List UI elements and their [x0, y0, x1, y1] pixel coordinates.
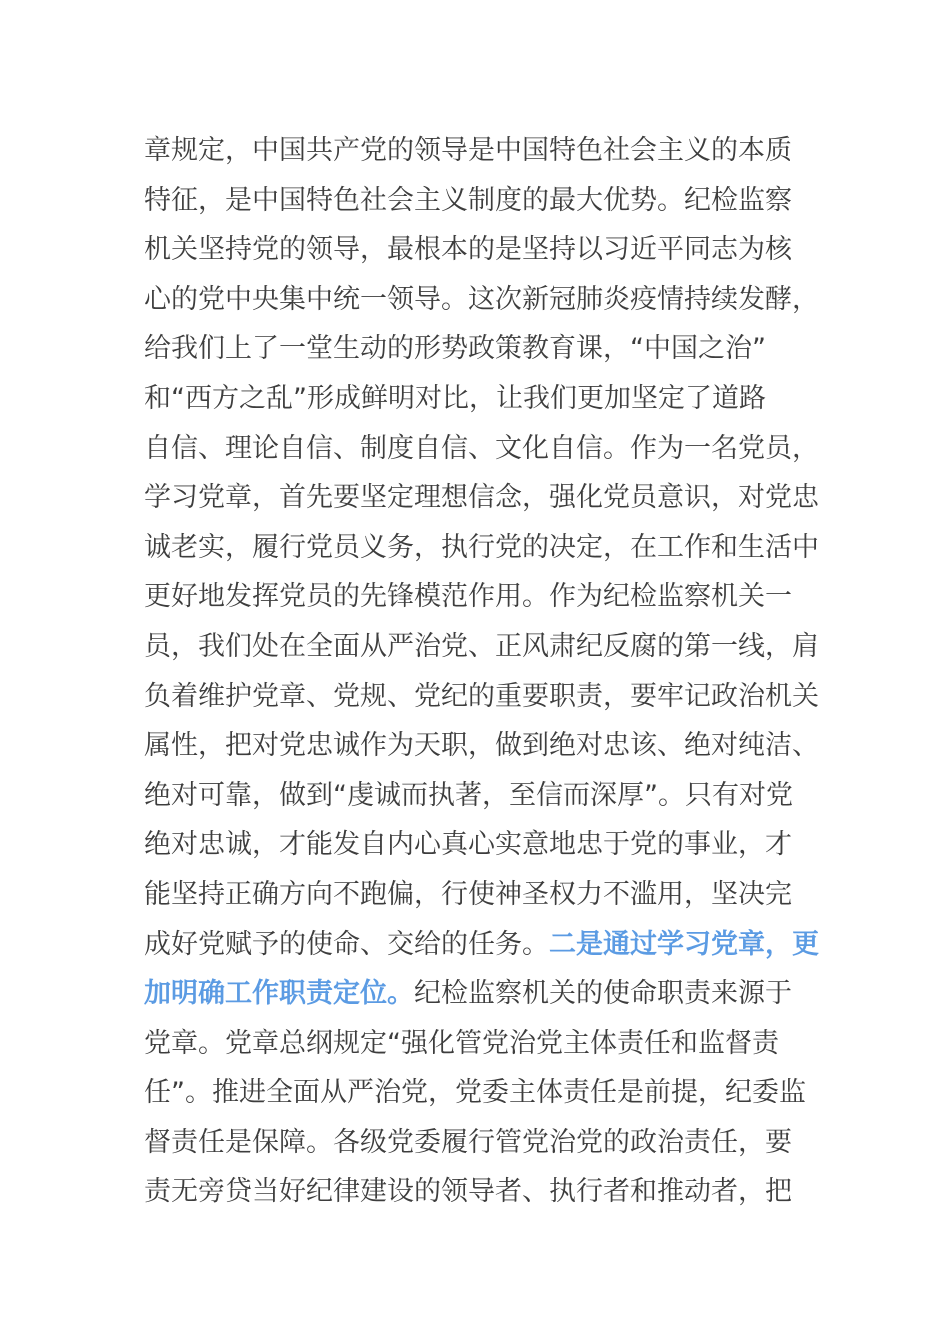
body-text-segment: 督责任是保障。各级党委履行管党治党的政治责任，要	[144, 1126, 792, 1158]
text-line	[144, 374, 824, 424]
body-text-segment: 和“西方之乱”形成鲜明对比，让我们更加坚定了道路	[144, 382, 766, 414]
body-text-segment: 绝对可靠，做到“虔诚而执著，至信而深厚”。只有对党	[144, 779, 793, 811]
text-line	[144, 1068, 824, 1118]
highlighted-heading-text: 加明确工作职责定位。	[144, 978, 414, 1010]
body-text-segment: 诚老实，履行党员义务，执行党的决定，在工作和生活中	[144, 531, 819, 563]
text-line	[144, 622, 824, 672]
body-text-segment: 章规定，中国共产党的领导是中国特色社会主义的本质	[144, 135, 792, 166]
text-line	[144, 771, 824, 821]
body-text-segment: 给我们上了一堂生动的形势政策教育课，“中国之治”	[144, 333, 766, 365]
text-line	[144, 820, 824, 870]
text-line	[144, 920, 824, 970]
text-line	[144, 1118, 824, 1168]
text-line	[144, 721, 824, 771]
text-line	[144, 870, 824, 920]
text-line	[144, 225, 824, 275]
body-text-segment: 学习党章，首先要坚定理想信念，强化党员意识，对党忠	[144, 482, 819, 514]
body-text-segment: 负着维护党章、党规、党纪的重要职责，要牢记政治机关	[144, 680, 819, 712]
body-text-segment: 绝对忠诚，才能发自内心真心实意地忠于党的事业，才	[144, 829, 792, 861]
body-text-segment: 纪检监察机关的使命职责来源于	[414, 978, 792, 1010]
text-line	[144, 424, 824, 474]
text-line	[144, 324, 824, 374]
body-text-segment: 成好党赋予的使命、交给的任务。	[144, 928, 549, 960]
body-paragraph	[144, 126, 824, 1217]
body-text-segment: 责无旁贷当好纪律建设的领导者、执行者和推动者，把	[144, 1176, 792, 1208]
highlighted-heading-text: 二是通过学习党章，更	[549, 928, 819, 960]
body-text-segment: 能坚持正确方向不跑偏，行使神圣权力不滥用，坚决完	[144, 878, 792, 910]
text-line	[144, 572, 824, 622]
text-line	[144, 275, 824, 325]
body-text-segment: 心的党中央集中统一领导。这次新冠肺炎疫情持续发酵，	[144, 283, 819, 315]
text-line	[144, 1167, 824, 1217]
text-line	[144, 1019, 824, 1069]
body-text-segment: 特征，是中国特色社会主义制度的最大优势。纪检监察	[144, 184, 792, 216]
text-line	[144, 473, 824, 523]
text-line	[144, 523, 824, 573]
text-line	[144, 126, 824, 176]
text-line	[144, 672, 824, 722]
text-line	[144, 969, 824, 1019]
body-text-segment: 更好地发挥党员的先锋模范作用。作为纪检监察机关一	[144, 581, 792, 613]
text-line	[144, 176, 824, 226]
body-text-segment: 自信、理论自信、制度自信、文化自信。作为一名党员，	[144, 432, 819, 464]
body-text-segment: 员，我们处在全面从严治党、正风肃纪反腐的第一线，肩	[144, 630, 819, 662]
body-text-segment: 属性，把对党忠诚作为天职，做到绝对忠该、绝对纯洁、	[144, 730, 819, 762]
body-text-segment: 党章。党章总纲规定“强化管党治党主体责任和监督责	[144, 1027, 779, 1059]
body-text-segment: 任”。推进全面从严治党，党委主体责任是前提，纪委监	[144, 1077, 806, 1109]
body-text-segment: 机关坚持党的领导，最根本的是坚持以习近平同志为核	[144, 234, 792, 266]
